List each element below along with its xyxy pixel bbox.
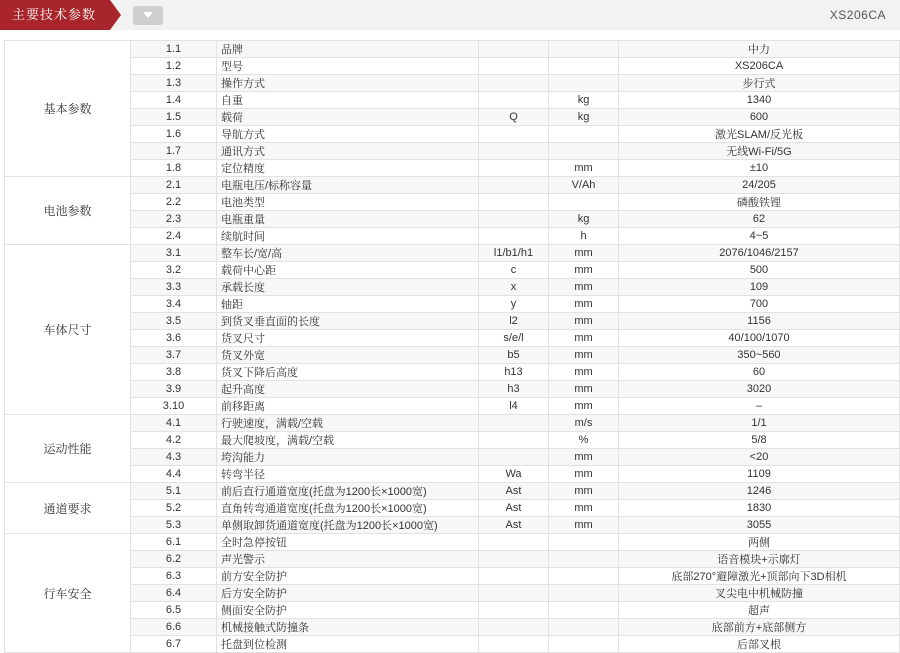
table-row: [5, 313, 900, 330]
table-row: [5, 262, 900, 279]
row-item: 型号: [217, 58, 479, 75]
group-label: 通道要求: [5, 483, 131, 534]
row-symbol: Q: [479, 109, 549, 126]
row-unit: h: [549, 228, 619, 245]
row-item: 前后直行通道宽度(托盘为1200长×1000宽): [217, 483, 479, 500]
row-value: 600: [619, 109, 900, 126]
row-unit: [549, 585, 619, 602]
row-item: 声光警示: [217, 551, 479, 568]
table-row: [5, 619, 900, 636]
row-unit: mm: [549, 466, 619, 483]
row-symbol: [479, 449, 549, 466]
row-value: 1/1: [619, 415, 900, 432]
table-row: [5, 109, 900, 126]
row-value: ±10: [619, 160, 900, 177]
row-unit: mm: [549, 262, 619, 279]
row-item: 后方安全防护: [217, 585, 479, 602]
row-symbol: y: [479, 296, 549, 313]
table-row: [5, 92, 900, 109]
row-number: 1.1: [131, 41, 217, 58]
row-value: 1246: [619, 483, 900, 500]
row-number: 6.4: [131, 585, 217, 602]
row-symbol: [479, 585, 549, 602]
row-value: 500: [619, 262, 900, 279]
row-number: 1.2: [131, 58, 217, 75]
row-symbol: [479, 92, 549, 109]
row-item: 垮沟能力: [217, 449, 479, 466]
row-item: 定位精度: [217, 160, 479, 177]
row-unit: V/Ah: [549, 177, 619, 194]
row-value: 两侧: [619, 534, 900, 551]
row-unit: mm: [549, 296, 619, 313]
row-value: 1830: [619, 500, 900, 517]
row-unit: kg: [549, 109, 619, 126]
row-unit: [549, 126, 619, 143]
row-item: 导航方式: [217, 126, 479, 143]
group-label: 车体尺寸: [5, 245, 131, 415]
row-number: 2.1: [131, 177, 217, 194]
row-item: 直角转弯通道宽度(托盘为1200长×1000宽): [217, 500, 479, 517]
row-number: 6.7: [131, 636, 217, 653]
row-number: 1.4: [131, 92, 217, 109]
table-row: [5, 364, 900, 381]
row-value: 700: [619, 296, 900, 313]
table-row: [5, 41, 900, 58]
row-unit: mm: [549, 381, 619, 398]
table-row: [5, 602, 900, 619]
row-item: 载荷: [217, 109, 479, 126]
table-row: [5, 415, 900, 432]
row-number: 6.5: [131, 602, 217, 619]
table-row: [5, 500, 900, 517]
row-value: 超声: [619, 602, 900, 619]
row-item: 载荷中心距: [217, 262, 479, 279]
row-number: 3.6: [131, 330, 217, 347]
row-value: 后部叉根: [619, 636, 900, 653]
row-number: 3.8: [131, 364, 217, 381]
row-unit: [549, 41, 619, 58]
row-value: 109: [619, 279, 900, 296]
row-item: 全时急停按钮: [217, 534, 479, 551]
row-item: 托盘到位检测: [217, 636, 479, 653]
table-row: [5, 126, 900, 143]
row-symbol: [479, 636, 549, 653]
row-symbol: h13: [479, 364, 549, 381]
row-unit: mm: [549, 364, 619, 381]
row-value: 底部前方+底部侧方: [619, 619, 900, 636]
row-number: 1.5: [131, 109, 217, 126]
page-header: [0, 0, 900, 30]
header-arrow-shape: [110, 0, 121, 30]
table-row: [5, 551, 900, 568]
table-row: [5, 381, 900, 398]
row-item: 品牌: [217, 41, 479, 58]
row-symbol: x: [479, 279, 549, 296]
row-value: 底部270°避障激光+顶部向下3D相机: [619, 568, 900, 585]
row-symbol: Ast: [479, 517, 549, 534]
table-row: [5, 330, 900, 347]
table-row: [5, 177, 900, 194]
row-unit: mm: [549, 313, 619, 330]
row-symbol: b5: [479, 347, 549, 364]
row-unit: kg: [549, 211, 619, 228]
row-unit: [549, 75, 619, 92]
row-unit: mm: [549, 245, 619, 262]
row-number: 2.2: [131, 194, 217, 211]
row-number: 1.6: [131, 126, 217, 143]
table-row: [5, 58, 900, 75]
row-number: 5.1: [131, 483, 217, 500]
row-item: 货叉下降后高度: [217, 364, 479, 381]
row-item: 到货叉垂直面的长度: [217, 313, 479, 330]
row-value: 3020: [619, 381, 900, 398]
table-row: [5, 466, 900, 483]
row-symbol: [479, 211, 549, 228]
row-unit: m/s: [549, 415, 619, 432]
row-value: 4~5: [619, 228, 900, 245]
row-unit: [549, 636, 619, 653]
row-number: 1.3: [131, 75, 217, 92]
table-row: [5, 279, 900, 296]
row-item: 通讯方式: [217, 143, 479, 160]
table-row: [5, 398, 900, 415]
row-value: 中力: [619, 41, 900, 58]
row-unit: mm: [549, 330, 619, 347]
row-item: 起升高度: [217, 381, 479, 398]
row-value: 5/8: [619, 432, 900, 449]
row-item: 电池类型: [217, 194, 479, 211]
table-row: [5, 517, 900, 534]
row-value: <20: [619, 449, 900, 466]
table-row: [5, 296, 900, 313]
row-unit: [549, 143, 619, 160]
row-unit: mm: [549, 398, 619, 415]
row-symbol: [479, 58, 549, 75]
row-item: 前方安全防护: [217, 568, 479, 585]
table-row: [5, 636, 900, 653]
row-value: 62: [619, 211, 900, 228]
row-value: 1156: [619, 313, 900, 330]
row-item: 轴距: [217, 296, 479, 313]
row-symbol: Ast: [479, 483, 549, 500]
table-row: [5, 75, 900, 92]
row-value: XS206CA: [619, 58, 900, 75]
group-label: 运动性能: [5, 415, 131, 483]
row-item: 续航时间: [217, 228, 479, 245]
row-unit: [549, 568, 619, 585]
row-unit: mm: [549, 449, 619, 466]
row-item: 自重: [217, 92, 479, 109]
spec-table-wrap: [0, 30, 900, 653]
row-symbol: [479, 75, 549, 92]
row-unit: [549, 551, 619, 568]
row-symbol: c: [479, 262, 549, 279]
row-symbol: [479, 160, 549, 177]
row-unit: [549, 534, 619, 551]
row-symbol: s/e/l: [479, 330, 549, 347]
row-value: 40/100/1070: [619, 330, 900, 347]
row-value: 语音模块+示廓灯: [619, 551, 900, 568]
row-symbol: [479, 177, 549, 194]
row-item: 电瓶电压/标称容量: [217, 177, 479, 194]
row-item: 承载长度: [217, 279, 479, 296]
row-symbol: [479, 568, 549, 585]
row-symbol: l1/b1/h1: [479, 245, 549, 262]
row-item: 货叉尺寸: [217, 330, 479, 347]
table-row: [5, 568, 900, 585]
row-unit: mm: [549, 279, 619, 296]
row-number: 4.2: [131, 432, 217, 449]
group-label: 行车安全: [5, 534, 131, 653]
row-item: 最大爬坡度，满载/空载: [217, 432, 479, 449]
row-symbol: l2: [479, 313, 549, 330]
row-unit: mm: [549, 347, 619, 364]
row-item: 机械接触式防撞条: [217, 619, 479, 636]
row-item: 前移距离: [217, 398, 479, 415]
row-item: 转弯半径: [217, 466, 479, 483]
page-title: 主要技术参数: [0, 0, 110, 30]
table-row: [5, 160, 900, 177]
row-symbol: l4: [479, 398, 549, 415]
row-item: 侧面安全防护: [217, 602, 479, 619]
row-symbol: [479, 194, 549, 211]
table-row: [5, 228, 900, 245]
row-symbol: Wa: [479, 466, 549, 483]
table-row: [5, 534, 900, 551]
row-symbol: [479, 143, 549, 160]
row-value: 激光SLAM/反光板: [619, 126, 900, 143]
row-symbol: [479, 41, 549, 58]
row-symbol: h3: [479, 381, 549, 398]
table-row: [5, 347, 900, 364]
row-value: 步行式: [619, 75, 900, 92]
row-item: 货叉外宽: [217, 347, 479, 364]
row-number: 4.4: [131, 466, 217, 483]
row-number: 5.3: [131, 517, 217, 534]
row-unit: mm: [549, 517, 619, 534]
table-row: [5, 585, 900, 602]
dropdown-button[interactable]: [133, 6, 163, 25]
row-symbol: [479, 551, 549, 568]
row-symbol: [479, 534, 549, 551]
row-symbol: [479, 619, 549, 636]
row-value: 350~560: [619, 347, 900, 364]
row-number: 1.7: [131, 143, 217, 160]
row-number: 2.4: [131, 228, 217, 245]
row-symbol: [479, 228, 549, 245]
group-label: 电池参数: [5, 177, 131, 245]
row-item: 单侧取卸货通道宽度(托盘为1200长×1000宽): [217, 517, 479, 534]
row-number: 3.2: [131, 262, 217, 279]
row-item: 电瓶重量: [217, 211, 479, 228]
table-row: [5, 449, 900, 466]
row-unit: mm: [549, 500, 619, 517]
row-symbol: Ast: [479, 500, 549, 517]
table-row: [5, 432, 900, 449]
row-value: 1340: [619, 92, 900, 109]
row-unit: mm: [549, 483, 619, 500]
model-label: XS206CA: [829, 8, 886, 22]
row-number: 6.3: [131, 568, 217, 585]
row-number: 3.4: [131, 296, 217, 313]
row-unit: mm: [549, 160, 619, 177]
row-unit: [549, 194, 619, 211]
row-value: 叉尖电中机械防撞: [619, 585, 900, 602]
row-symbol: [479, 126, 549, 143]
row-item: 操作方式: [217, 75, 479, 92]
row-number: 1.8: [131, 160, 217, 177]
row-unit: kg: [549, 92, 619, 109]
row-item: 行驶速度，满载/空载: [217, 415, 479, 432]
table-row: [5, 211, 900, 228]
row-unit: [549, 619, 619, 636]
row-unit: [549, 602, 619, 619]
row-number: 3.10: [131, 398, 217, 415]
row-number: 3.9: [131, 381, 217, 398]
row-number: 3.5: [131, 313, 217, 330]
row-value: –: [619, 398, 900, 415]
row-item: 整车长/宽/高: [217, 245, 479, 262]
row-number: 4.3: [131, 449, 217, 466]
row-value: 1109: [619, 466, 900, 483]
row-value: 无线Wi-Fi/5G: [619, 143, 900, 160]
row-number: 6.1: [131, 534, 217, 551]
row-value: 60: [619, 364, 900, 381]
table-row: [5, 194, 900, 211]
row-number: 6.6: [131, 619, 217, 636]
row-number: 3.7: [131, 347, 217, 364]
row-number: 6.2: [131, 551, 217, 568]
table-row: [5, 245, 900, 262]
row-value: 3055: [619, 517, 900, 534]
row-number: 4.1: [131, 415, 217, 432]
row-symbol: [479, 415, 549, 432]
group-label: 基本参数: [5, 41, 131, 177]
row-value: 2076/1046/2157: [619, 245, 900, 262]
row-number: 5.2: [131, 500, 217, 517]
row-value: 24/205: [619, 177, 900, 194]
row-unit: %: [549, 432, 619, 449]
spec-table: [4, 40, 900, 653]
row-value: 磷酸铁锂: [619, 194, 900, 211]
row-symbol: [479, 602, 549, 619]
row-number: 2.3: [131, 211, 217, 228]
row-number: 3.3: [131, 279, 217, 296]
row-unit: [549, 58, 619, 75]
row-number: 3.1: [131, 245, 217, 262]
chevron-down-icon: [143, 12, 153, 18]
table-row: [5, 483, 900, 500]
table-row: [5, 143, 900, 160]
row-symbol: [479, 432, 549, 449]
